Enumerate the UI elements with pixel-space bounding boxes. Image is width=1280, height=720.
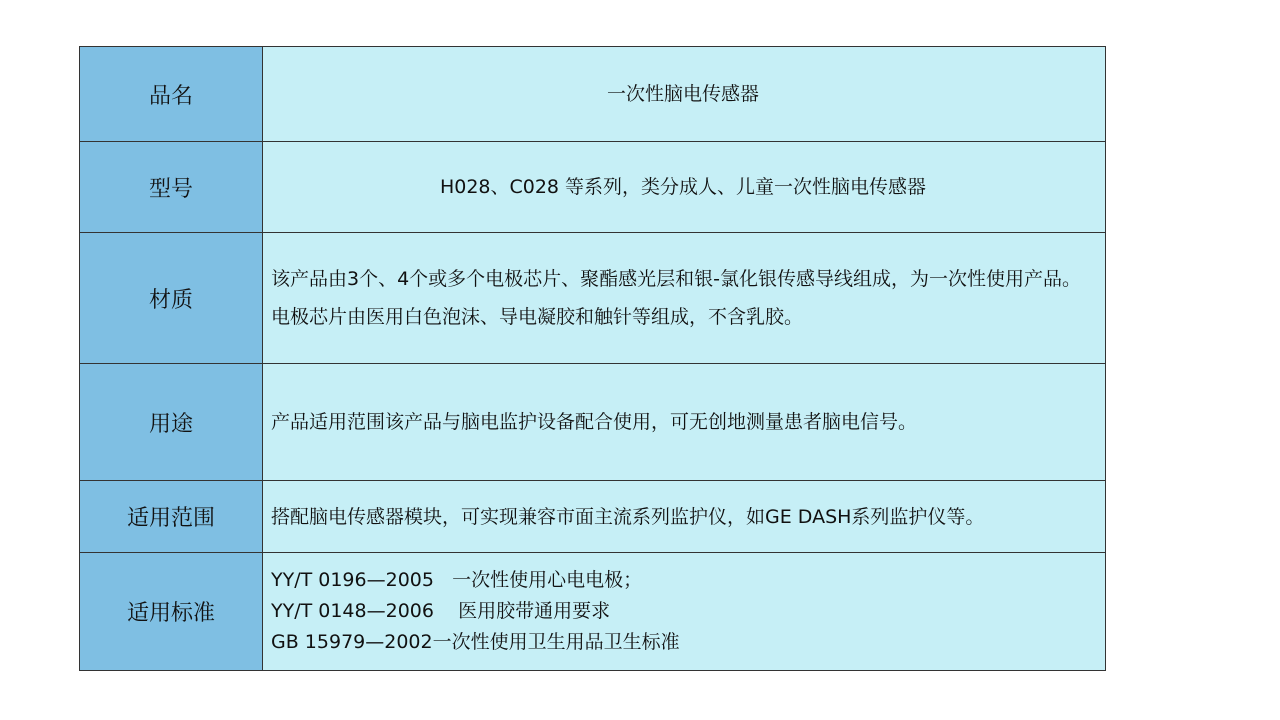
standard-line: GB 15979—2002一次性使用卫生用品卫生标准: [271, 631, 680, 653]
row-label-usage: 用途: [80, 364, 263, 481]
row-value-name: 一次性脑电传感器: [263, 47, 1106, 142]
standard-line: YY/T 0196—2005 一次性使用心电电极；: [271, 569, 643, 591]
row-label-material: 材质: [80, 233, 263, 364]
row-label-name: 品名: [80, 47, 263, 142]
row-value-material: 该产品由3个、4个或多个电极芯片、聚酯感光层和银-氯化银传感导线组成，为一次性使用产品。电极芯片由医用白色泡沫、导电凝胶和触针等组成，不含乳胶。: [263, 233, 1106, 364]
table-row-material: [80, 233, 1106, 364]
table-row-model: [80, 142, 1106, 233]
row-label-standards: 适用标准: [80, 553, 263, 671]
row-value-model: H028、C028 等系列，类分成人、儿童一次性脑电传感器: [263, 142, 1106, 233]
row-value-usage: 产品适用范围该产品与脑电监护设备配合使用，可无创地测量患者脑电信号。: [263, 364, 1106, 481]
table-row-standards: [80, 553, 1106, 671]
row-value-standards: [263, 553, 1106, 671]
table-row-usage: [80, 364, 1106, 481]
row-label-model: 型号: [80, 142, 263, 233]
table-row-name: [80, 47, 1106, 142]
table-row-scope: [80, 481, 1106, 553]
standard-line: YY/T 0148—2006 医用胶带通用要求: [271, 600, 611, 622]
product-spec-table: [79, 46, 1106, 671]
row-value-scope: 搭配脑电传感器模块，可实现兼容市面主流系列监护仪，如GE DASH系列监护仪等。: [263, 481, 1106, 553]
row-label-scope: 适用范围: [80, 481, 263, 553]
